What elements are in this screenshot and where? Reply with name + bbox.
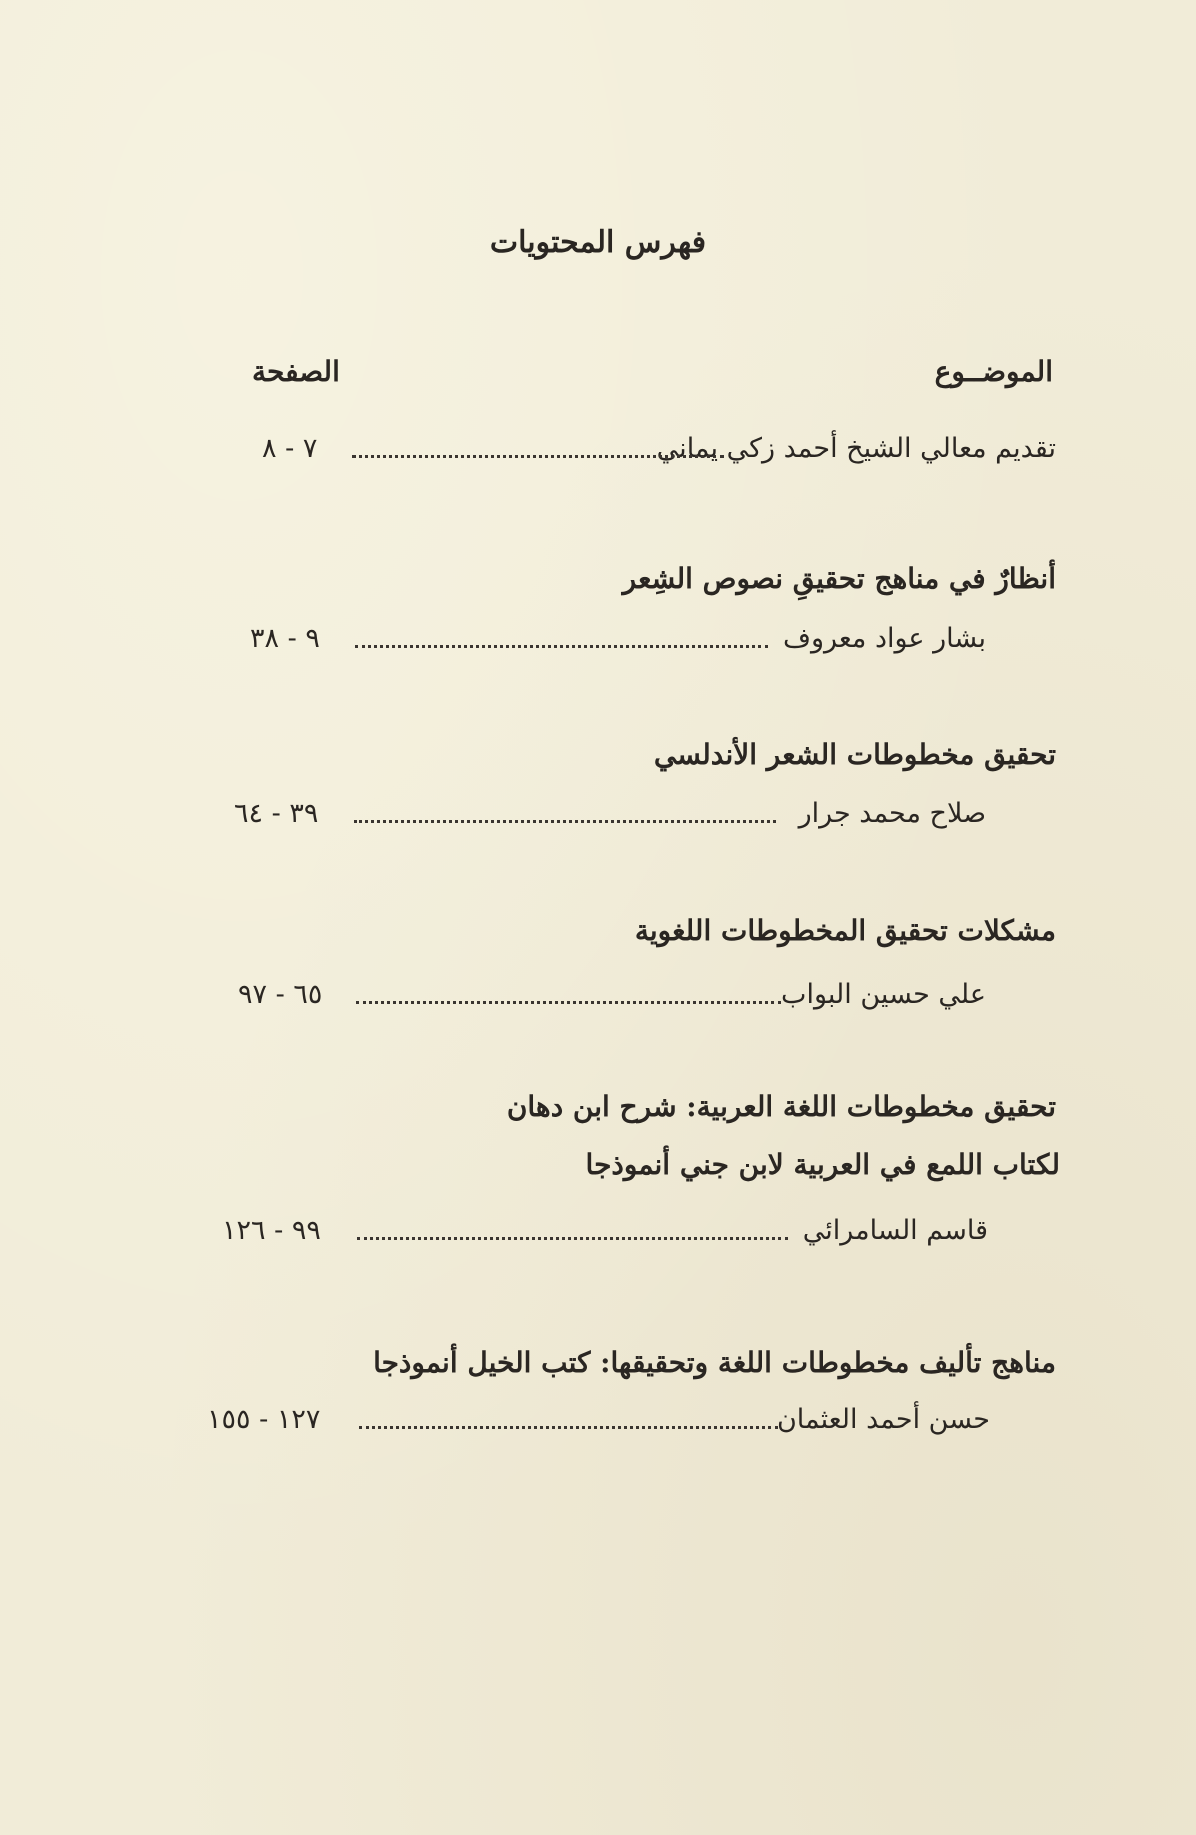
toc-entry-title: مشكلات تحقيق المخطوطات اللغوية [634, 914, 1056, 947]
toc-entry-author: بشار عواد معروف [782, 623, 986, 654]
toc-entry-pages: ٧ - ٨ [262, 433, 318, 464]
toc-entry-pages: ١٢٧ - ١٥٥ [207, 1404, 321, 1435]
toc-entry-author-row [234, 798, 986, 838]
toc-entry-author: علي حسين البواب [781, 979, 986, 1010]
toc-entry-pages: ٦٥ - ٩٧ [238, 979, 323, 1010]
toc-entry-text: تقديم معالي الشيخ أحمد زكي يماني [656, 433, 1056, 464]
leader-dots [356, 1001, 781, 1004]
toc-entry-title: أنظارٌ في مناهج تحقيقِ نصوص الشِعر [622, 562, 1056, 595]
toc-entry-pages: ٩٩ - ١٢٦ [222, 1215, 321, 1246]
toc-entry-author: قاسم السامرائي [802, 1215, 988, 1246]
toc-entry-author-row [238, 979, 986, 1019]
leader-dots [355, 645, 768, 648]
toc-entry-pages: ٣٩ - ٦٤ [234, 798, 319, 829]
column-header-topic: الموضــوع [934, 355, 1053, 388]
toc-entry-title-continued: لكتاب اللمع في العربية لابن جني أنموذجا [585, 1148, 1060, 1181]
toc-entry-intro [262, 433, 1056, 473]
column-header-page: الصفحة [252, 355, 340, 388]
toc-entry-title: مناهج تأليف مخطوطات اللغة وتحقيقها: كتب الخيل أنموذجا [373, 1346, 1056, 1379]
toc-entry-pages: ٩ - ٣٨ [250, 623, 320, 654]
toc-entry-author-row [207, 1404, 990, 1444]
toc-entry-author: حسن أحمد العثمان [776, 1404, 990, 1435]
toc-entry-author-row [222, 1215, 988, 1255]
toc-entry-author: صلاح محمد جرار [798, 798, 986, 829]
toc-entry-author-row [250, 623, 986, 663]
leader-dots [352, 455, 724, 458]
page-title: فهرس المحتويات [489, 225, 707, 260]
toc-entry-title: تحقيق مخطوطات اللغة العربية: شرح ابن دهان [506, 1090, 1056, 1123]
leader-dots [359, 1426, 778, 1429]
toc-entry-title: تحقيق مخطوطات الشعر الأندلسي [653, 738, 1056, 771]
leader-dots [357, 1237, 788, 1240]
leader-dots [354, 820, 776, 823]
